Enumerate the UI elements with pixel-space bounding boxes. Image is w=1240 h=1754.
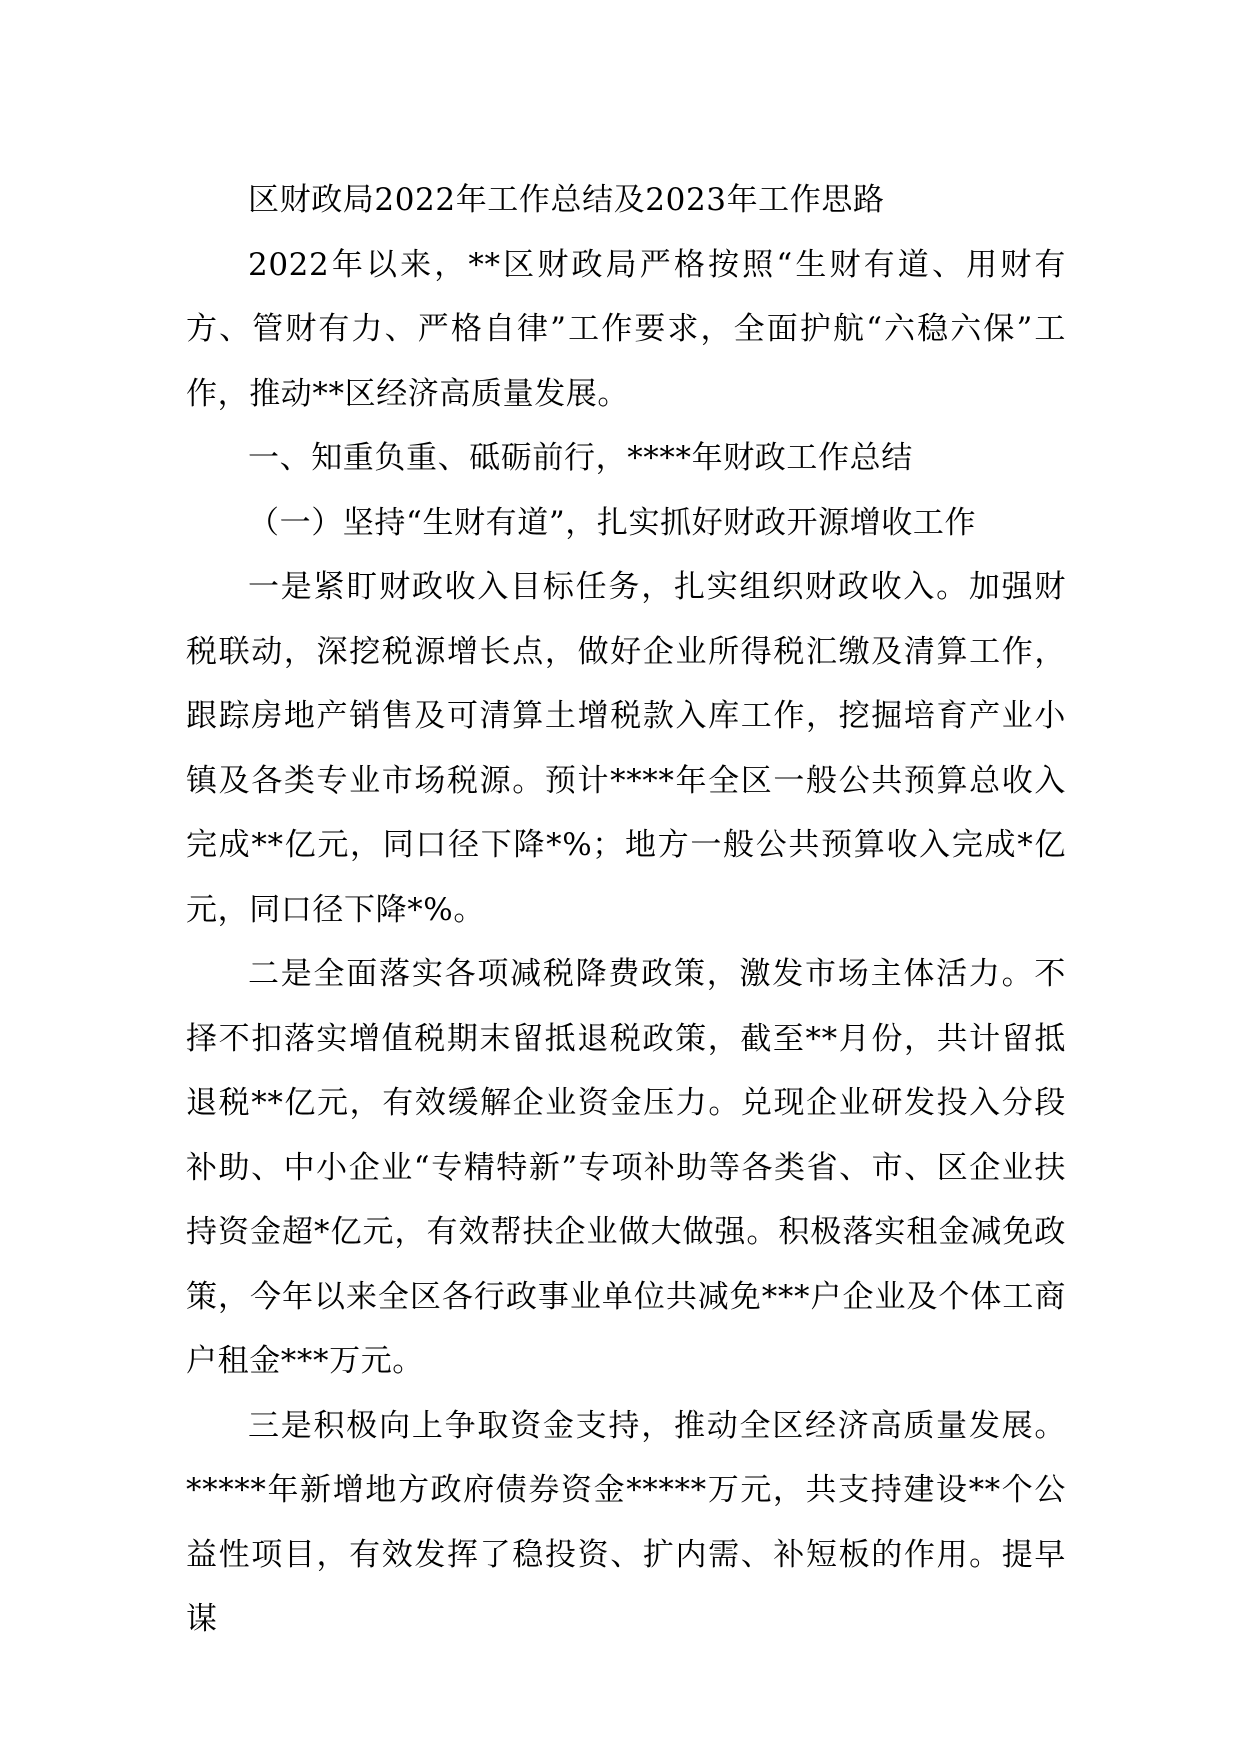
body-paragraph-1: 一是紧盯财政收入目标任务，扎实组织财政收入。加强财税联动，深挖税源增长点，做好企业所得税汇缴及清算工作，跟踪房地产销售及可清算土增税款入库工作，挖掘培育产业小镇及各类专业市场税源。预计****年全区一般公共预算总收入完成**亿元，同口径下降*%；地方一般公共预算收入完成*亿元，同口径下降*%。 — [186, 569, 1066, 928]
intro-paragraph: 2022年以来，**区财政局严格按照“生财有道、用财有方、管财有力、严格自律”工作要求，全面护航“六稳六保”工作，推动**区经济高质量发展。 — [186, 246, 1066, 412]
body-paragraph-3: 三是积极向上争取资金支持，推动全区经济高质量发展。*****年新增地方政府债券资金*****万元，共支持建设**个公益性项目，有效发挥了稳投资、扩内需、补短板的作用。提早谋 — [186, 1407, 1066, 1637]
body-paragraph-2: 二是全面落实各项减税降费政策，激发市场主体活力。不择不扣落实增值税期末留抵退税政策，截至**月份，共计留抵退税**亿元，有效缓解企业资金压力。兑现企业研发投入分段补助、中小企业“专精特新”专项补助等各类省、市、区企业扶持资金超*亿元，有效帮扶企业做大做强。积极落实租金减免政策，今年以来全区各行政事业单位共减免***户企业及个体工商户租金***万元。 — [186, 956, 1066, 1379]
subsection-heading: （一）坚持“生财有道”，扎实抓好财政开源增收工作 — [248, 504, 977, 541]
document-title: 区财政局2022年工作总结及2023年工作思路 — [248, 182, 885, 218]
section-heading: 一、知重负重、砥砺前行，****年财政工作总结 — [248, 440, 913, 476]
document-page — [186, 168, 1066, 1652]
